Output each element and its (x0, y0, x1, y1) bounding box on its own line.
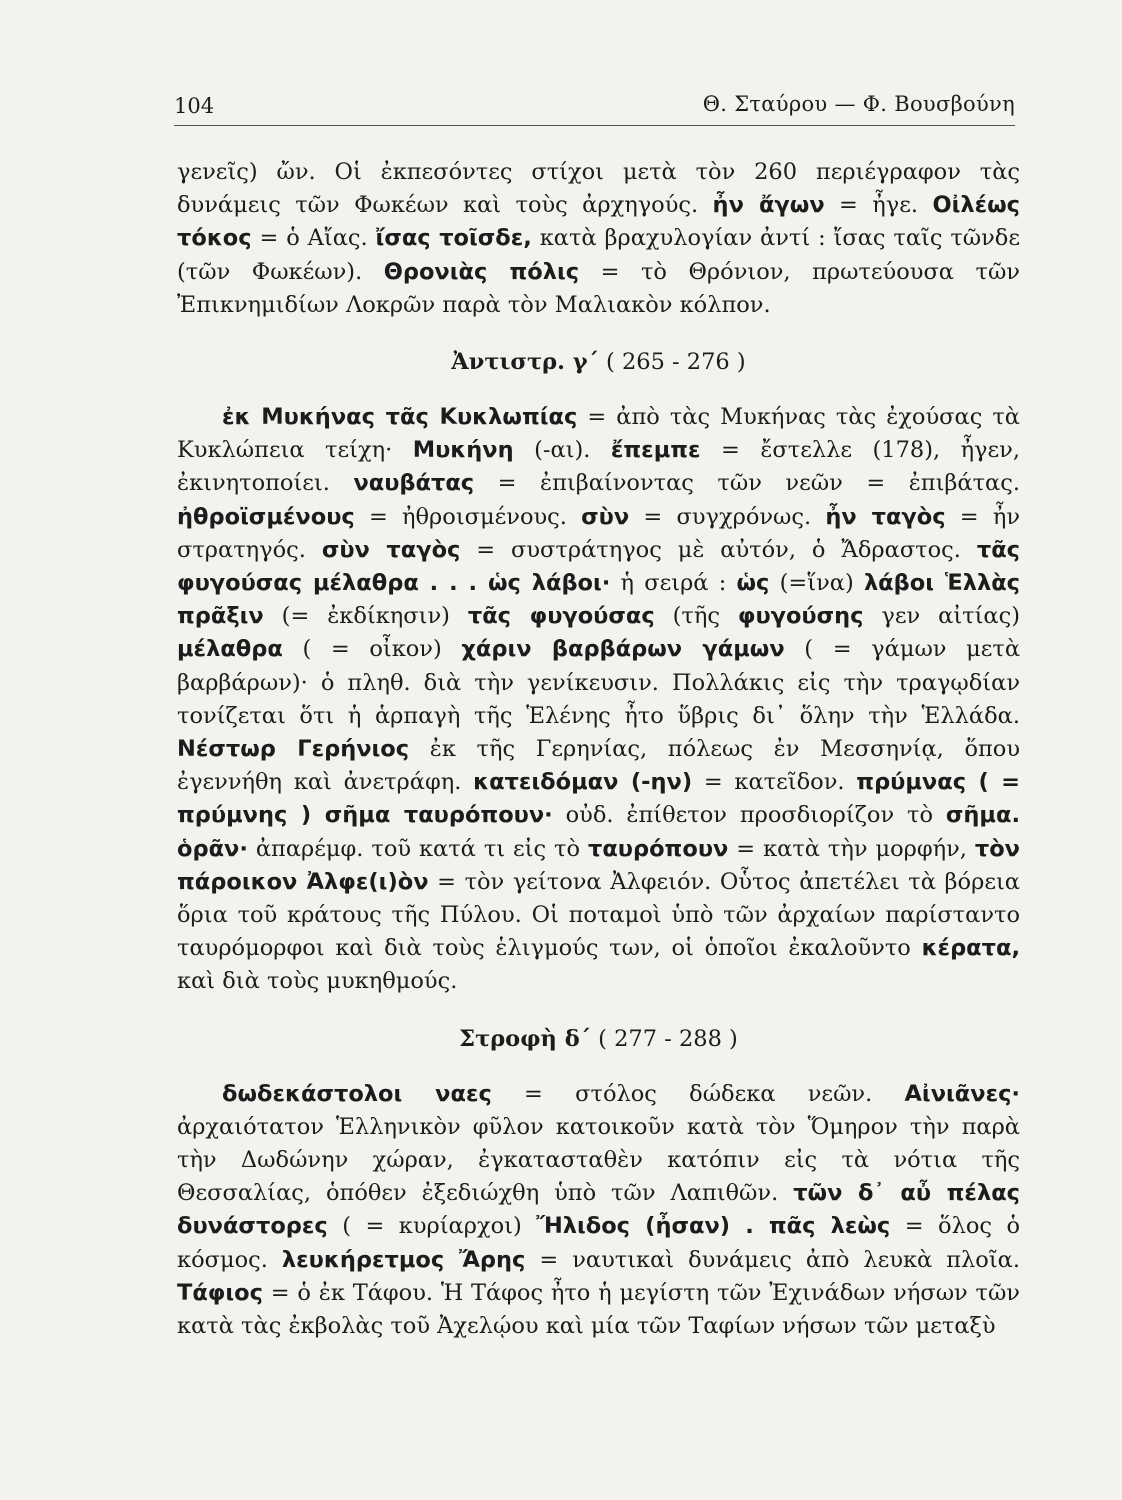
commentary-text: = ἔστελλε (178), ἦγεν, ἐκινητοποίει. (177, 437, 1020, 497)
commentary-paragraph-1 (177, 156, 1020, 322)
lemma-term: Μυκήνη (412, 437, 514, 464)
section-heading-antistrophe (177, 346, 1020, 379)
lemma-term: ἦν ἄγων (712, 192, 825, 219)
header-rule (174, 125, 1015, 126)
commentary-text: ( = οἶκον) (282, 636, 462, 663)
lemma-term: ἐκ Μυκήνας τᾶς Κυκλωπίας (222, 404, 578, 431)
lemma-term: ἦν ταγὸς (825, 503, 946, 530)
lemma-term: σὺν ταγὸς (321, 536, 461, 563)
lemma-term: φυγούσης (737, 603, 864, 630)
commentary-text: ( = κυρίαρχοι) (327, 1213, 537, 1240)
lemma-term: Νέστωρ Γερήνιος (177, 736, 410, 763)
page-body (177, 156, 1020, 1343)
commentary-text: = τὸ Θρόνιον, πρωτεύουσα τῶν Ἐπικνημιδίων Λοκρῶν παρὰ τὸν Μαλιακὸν κόλπον. (177, 258, 1020, 318)
commentary-text: = ὅλος ὁ κόσμος. (177, 1213, 1021, 1273)
commentary-text: = ἐπιβαίνοντας τῶν νεῶν = ἐπιβάτας. (474, 470, 1020, 497)
lemma-term: λάβοι Ἑλλὰς πρᾶξιν (177, 570, 1020, 630)
lemma-term: ἠθροϊσμένους (177, 503, 355, 530)
commentary-text: οὐδ. ἐπίθετον προσδιορίζον τὸ (552, 802, 946, 829)
lemma-term: μέλαθρα (177, 636, 283, 663)
lemma-term: κέρατα, (921, 935, 1020, 962)
commentary-text: = συστράτηγος μὲ αὐτόν, ὁ Ἄδραστος. (460, 536, 977, 563)
commentary-text: (=ἵνα) (769, 570, 864, 597)
commentary-text: κατὰ βραχυλογίαν ἀντί : ἴσας ταῖς τῶνδε (τῶν Φωκέων). (177, 225, 1020, 285)
commentary-text: (= ἐκδίκησιν) (263, 603, 468, 630)
commentary-text: = ὁ ἐκ Τάφου. Ἡ Τάφος ἦτο ἡ μεγίστη τῶν Ἐχινάδων νήσων τῶν κατὰ τὰς ἐκβολὰς τοῦ Ἀχελῴου καὶ μία τῶν Ταφίων νήσων τῶν μεταξὺ (177, 1279, 1020, 1340)
lemma-term: Θρονιὰς πόλις (383, 258, 580, 285)
lemma-term: Ἤλιδος (ἦσαν) . πᾶς λεὼς (536, 1213, 891, 1240)
commentary-text: = ἦγε. (824, 192, 933, 219)
heading-line-range: ( 265 - 276 ) (606, 349, 746, 376)
commentary-text: (-αι). (513, 437, 611, 464)
commentary-paragraph-2 (177, 401, 1020, 999)
commentary-text: = ἠθροισμένους. (354, 503, 582, 530)
commentary-text: ἡ σειρά : (610, 570, 737, 597)
section-heading-strophe (177, 1023, 1020, 1056)
lemma-term: σὺν (581, 503, 630, 530)
lemma-term: χάριν βαρβάρων γάμων (461, 636, 785, 663)
commentary-text: καὶ διὰ τοὺς μυκηθμούς. (177, 968, 458, 995)
lemma-term: Οἰλέως τόκος (177, 192, 1020, 252)
commentary-text: ἀπαρέμφ. τοῦ κατά τι εἰς τὸ (247, 835, 588, 862)
commentary-text: = ὁ Αἴας. (251, 225, 376, 252)
lemma-term: ὡς (736, 570, 770, 597)
lemma-term: δωδεκάστολοι ναες (222, 1080, 492, 1107)
commentary-text: = συγχρόνως. (629, 503, 826, 530)
lemma-term: σῆμα. ὁρᾶν· (177, 802, 1020, 862)
lemma-term: ναυβάτας (353, 470, 475, 497)
page-number: 104 (174, 94, 215, 118)
lemma-term: Τάφιος (177, 1279, 263, 1306)
commentary-text: = ἀπὸ τὰς Μυκήνας τὰς ἐχούσας τὰ Κυκλώπεια τείχη· (177, 404, 1020, 464)
commentary-text: ἐκ τῆς Γερηνίας, πόλεως ἐν Μεσσηνίᾳ, ὅπου ἐγεννήθη καὶ ἀνετράφη. (177, 736, 1020, 796)
commentary-text: = ἦν στρατηγός. (177, 503, 1020, 563)
lemma-term: τᾶς φυγούσας (467, 603, 655, 630)
lemma-term: κατειδόμαν (-ην) (473, 769, 693, 796)
commentary-text: = κατεῖδον. (692, 769, 857, 796)
lemma-term: τὸν πάροικον Ἀλφε(ι)ὸν (177, 835, 1021, 895)
heading-label: Ἀντιστρ. γ´ (451, 349, 599, 376)
commentary-paragraph-3 (177, 1078, 1020, 1344)
commentary-text: γεν αἰτίας) (863, 603, 1020, 630)
lemma-term: Αἰνιᾶνες· (904, 1080, 1020, 1107)
commentary-text: = στόλος δώδεκα νεῶν. (491, 1080, 905, 1107)
commentary-text: ( = γάμων μετὰ βαρβάρων)· ὁ πληθ. διὰ τὴν γενίκευσιν. Πολλάκις εἰς τὴν τραγῳδίαν τονίζεται ὅτι ἡ ἁρπαγὴ τῆς Ἑλένης ἦτο ὕβρις δι᾽ ὅλην τὴν Ἑλλάδα. (177, 636, 1021, 729)
running-header-authors: Θ. Σταύρου — Φ. Βουσβούνη (702, 92, 1015, 116)
commentary-text: ἀρχαιότατον Ἑλληνικὸν φῦλον κατοικοῦν κατὰ τὸν Ὅμηρον τὴν παρὰ τὴν Δωδώνην χώραν, ἐγκατασταθὲν κατόπιν εἰς τὰ νότια τῆς Θεσσαλίας, ὁπόθεν ἐξεδιώχθη ὑπὸ τῶν Λαπιθῶν. (177, 1113, 1020, 1207)
lemma-term: τᾶς φυγούσας μέλαθρα . . . ὡς λάβοι· (177, 536, 1020, 597)
lemma-term: τῶν δ᾽ αὖ πέλας δυνάστορες (177, 1180, 1020, 1240)
commentary-text: (τῆς (654, 603, 738, 630)
commentary-text: = ναυτικαὶ δυνάμεις ἀπὸ λευκὰ πλοῖα. (525, 1246, 1021, 1273)
lemma-term: ἴσας τοῖσδε, (375, 225, 532, 252)
heading-label: Στροφὴ δ´ (459, 1025, 591, 1052)
lemma-term: ἔπεμπε (610, 437, 701, 464)
lemma-term: λευκήρετμος Ἄρης (281, 1246, 526, 1273)
commentary-text: = τὸν γείτονα Ἀλφειόν. Οὗτος ἀπετέλει τὰ βόρεια ὅρια τοῦ κράτους τῆς Πύλου. Οἱ ποταμοὶ ὑπὸ τῶν ἀρχαίων παρίσταντο ταυρόμορφοι καὶ διὰ τοὺς ἑλιγμούς των, οἱ ὁποῖοι ἐκαλοῦντο (177, 868, 1020, 962)
commentary-text: = κατὰ τὴν μορφήν, (728, 835, 975, 862)
commentary-text: γενεῖς) ὤν. Οἱ ἐκπεσόντες στίχοι μετὰ τὸν 260 περιέγραφον τὰς δυνάμεις τῶν Φωκέων καὶ τοὺς ἀρχηγούς. (177, 159, 1020, 219)
heading-line-range: ( 277 - 288 ) (598, 1025, 738, 1052)
lemma-term: πρύμνας ( = πρύμνης ) σῆμα ταυρόπουν· (177, 769, 1020, 829)
lemma-term: ταυρόπουν (587, 835, 729, 862)
